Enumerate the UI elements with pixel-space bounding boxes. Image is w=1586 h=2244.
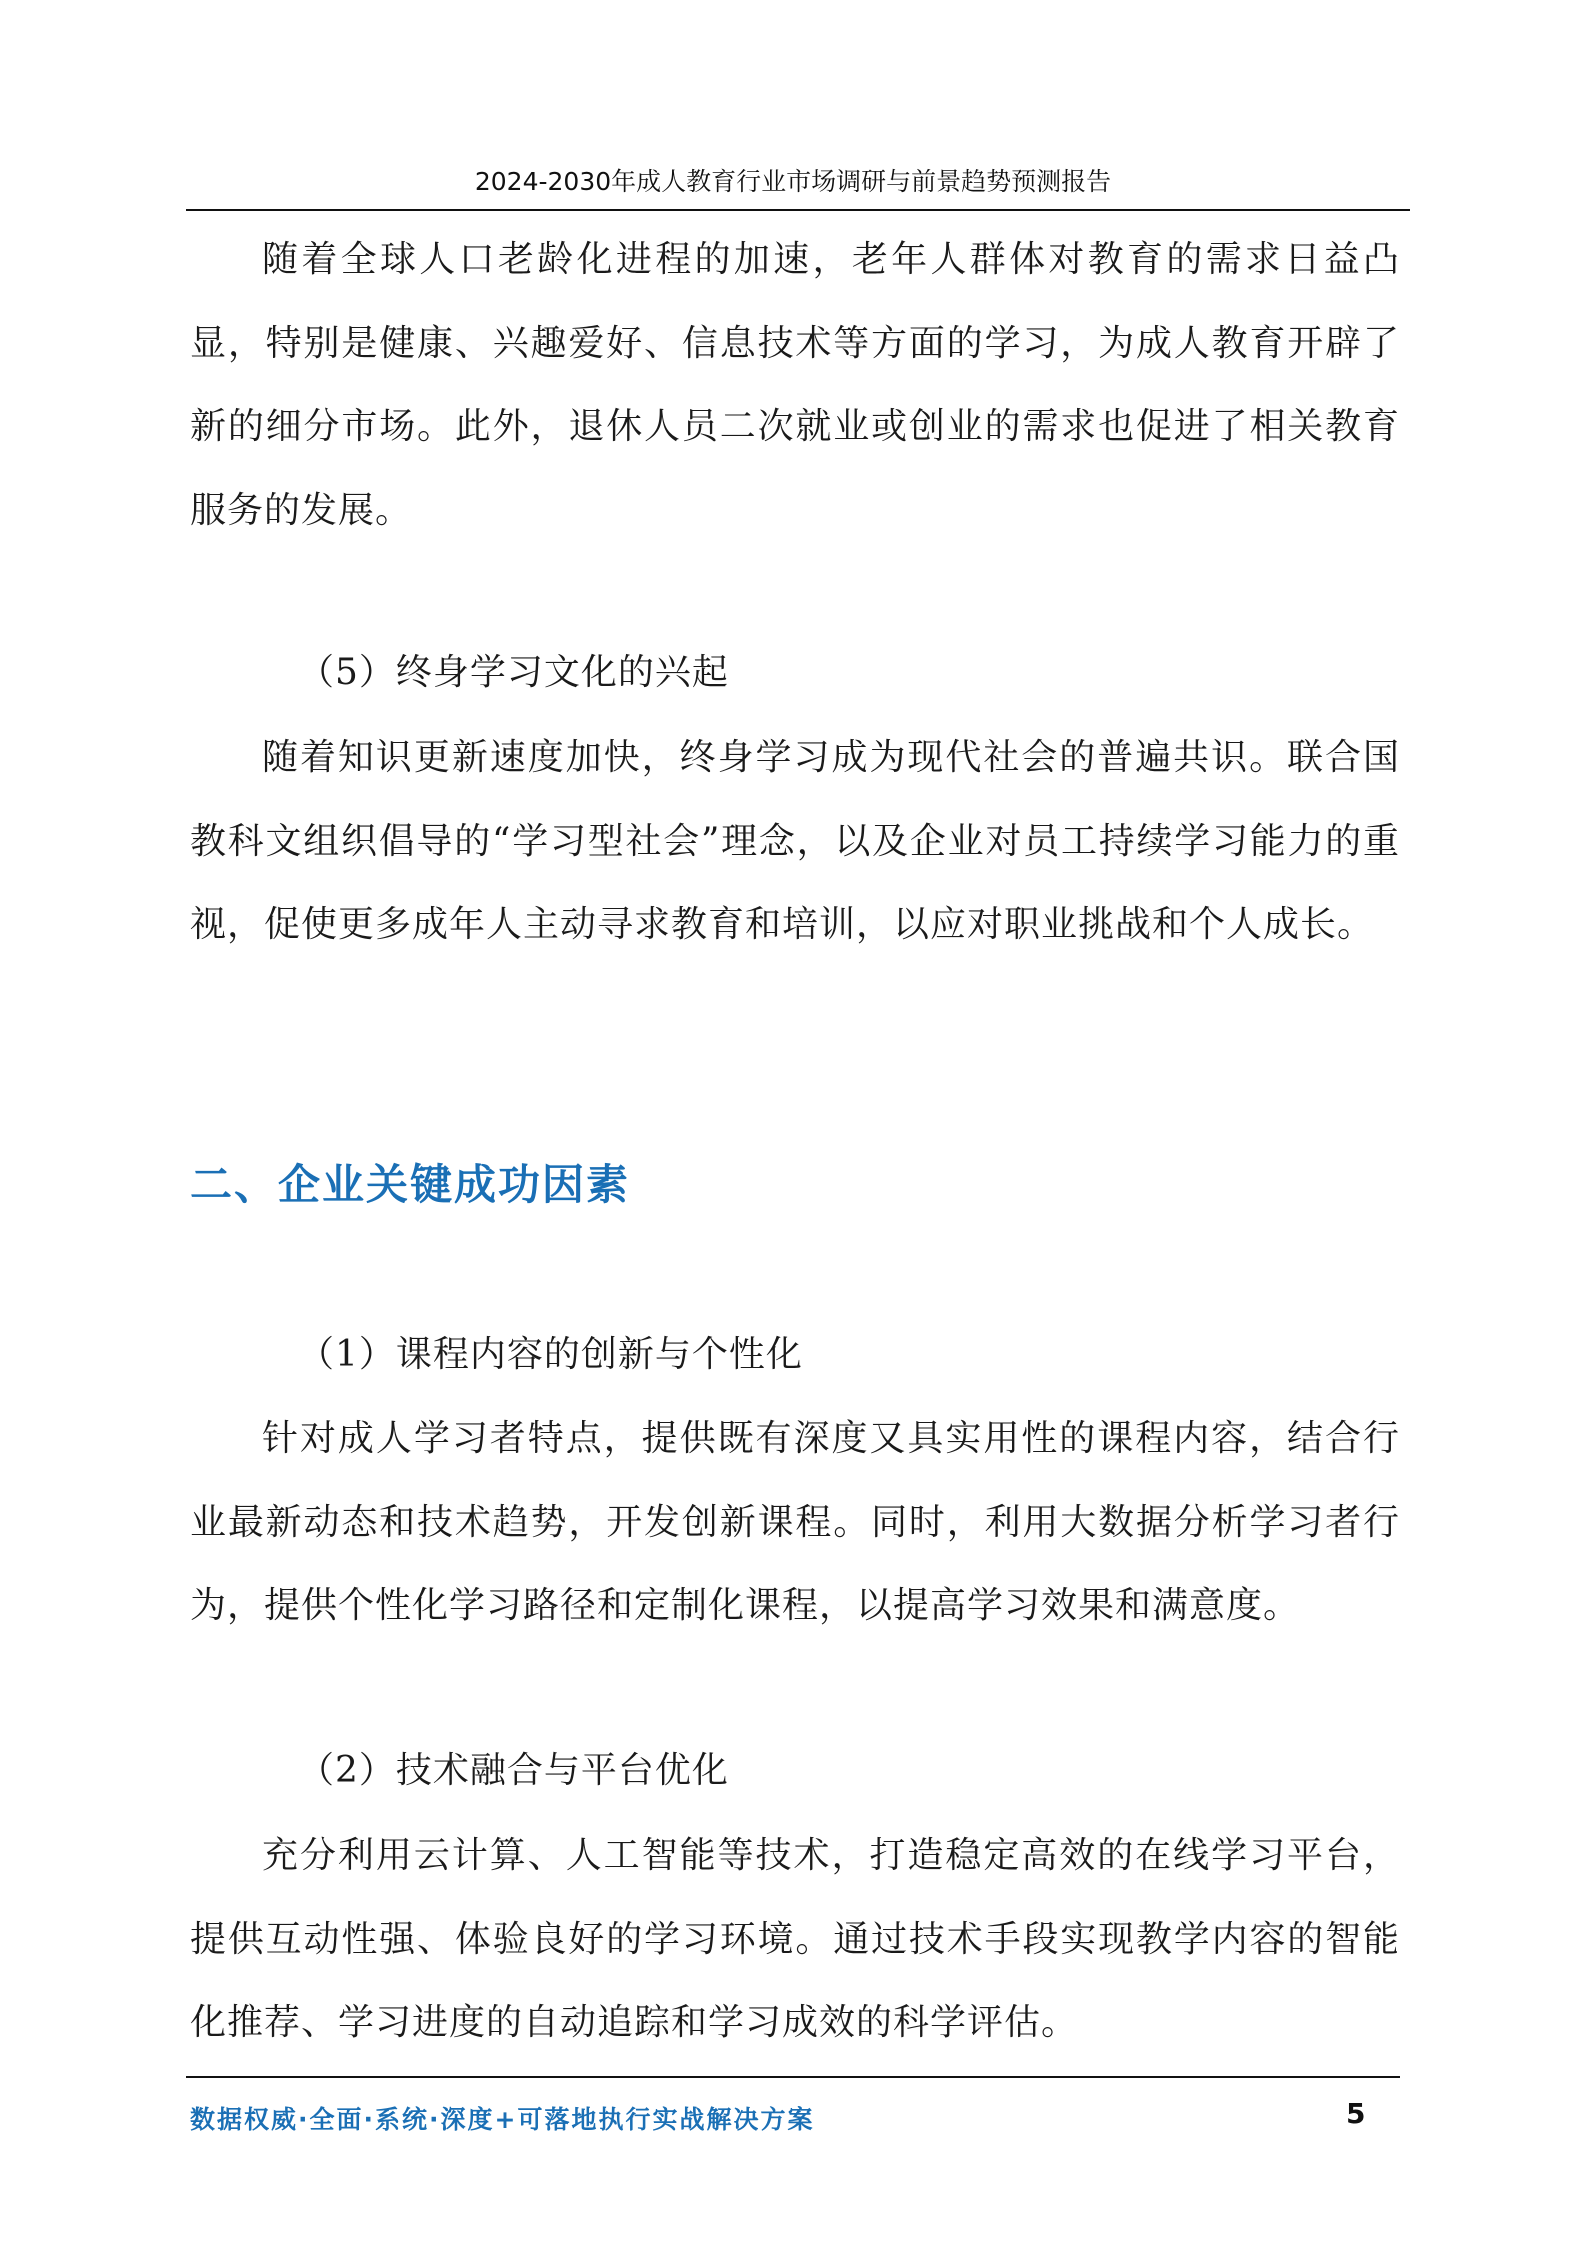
page-number: 5	[1346, 2097, 1366, 2130]
subheading-course-innovation: （1）课程内容的创新与个性化	[298, 1334, 803, 1375]
header-title: 2024-2030年成人教育行业市场调研与前景趋势预测报告	[474, 167, 1112, 196]
paragraph-technology-platform: 充分利用云计算、人工智能等技术，打造稳定高效的在线学习平台，提供互动性强、体验良好的学习环境。通过技术手段实现教学内容的智能化推荐、学习进度的自动追踪和学习成效的科学评估。	[190, 1835, 1400, 2043]
paragraph-course-innovation: 针对成人学习者特点，提供既有深度又具实用性的课程内容，结合行业最新动态和技术趋势，开发创新课程。同时，利用大数据分析学习者行为，提供个性化学习路径和定制化课程，以提高学习效果和满意度。	[190, 1418, 1400, 1626]
subheading-lifelong-learning: （5）终身学习文化的兴起	[298, 652, 729, 693]
footer-divider	[186, 2076, 1400, 2078]
section-heading: 二、企业关键成功因素	[190, 1160, 631, 1209]
paragraph-lifelong-learning: 随着知识更新速度加快，终身学习成为现代社会的普遍共识。联合国教科文组织倡导的“学习型社会”理念，以及企业对员工持续学习能力的重视，促使更多成年人主动寻求教育和培训，以应对职业挑战和个人成长。	[190, 737, 1400, 945]
subheading-technology-platform: （2）技术融合与平台优化	[298, 1750, 729, 1791]
header-divider	[186, 209, 1410, 211]
footer-slogan: 数据权威·全面·系统·深度+可落地执行实战解决方案	[190, 2105, 815, 2134]
paragraph-aging-population: 随着全球人口老龄化进程的加速，老年人群体对教育的需求日益凸显，特别是健康、兴趣爱好、信息技术等方面的学习，为成人教育开辟了新的细分市场。此外，退休人员二次就业或创业的需求也促进了相关教育服务的发展。	[190, 239, 1400, 531]
